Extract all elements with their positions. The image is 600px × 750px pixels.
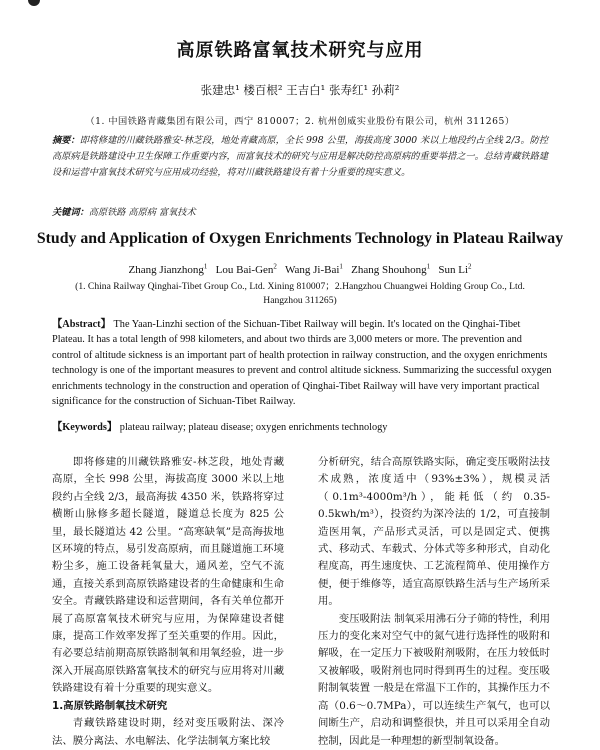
corner-mark <box>28 0 40 6</box>
right-paragraph-1: 分析研究，结合高原铁路实际，确定变压吸附法技术成熟，浓度适中（93%±3%），规模灵活（0.1m³-4000m³/h），能耗低（约 0.35-0.5kwh/m³），投资约为深冷法的 1/2，可直接制造医用氧，产品形式灵活，可以是固定式、便携式、移动式、车载式、分体式等多种形式，自动化程度高，再生速度快、工艺流程简单、使用操作方便，便于维修等，适宜高原铁路生活与生产场所采用。 <box>318 456 550 608</box>
body-right-column <box>318 454 550 750</box>
english-abstract-text: The Yaan-Linzhi section of the Sichuan-Tibet Railway will begin. It's located on the Qinghai-Tibet Plateau. It has a total length of 998 kilometers, and about two thirds are 3,000 meters or more. The prevention and control of altitude sickness is an important part of health protection in railway construction, and the oxygen enrichments technology is one of the important measures to prevent and control altitude sickness. Summarizing the successful oxygen enrichments technology in the construction and operation of Qinghai-Tibet Railway will have very important practical significance for the construction of Sichuan-Tibet Railway. <box>52 319 552 408</box>
chinese-abstract-label: 摘要： <box>52 135 80 146</box>
chinese-keywords-text: 高原铁路 高原病 富氧技术 <box>88 207 196 218</box>
section-1-paragraph: 青藏铁路建设时期，经对变压吸附法、深冷法、膜分离法、水电解法、化学法制氧方案比较 <box>52 717 284 747</box>
english-abstract-label: 【Abstract】 <box>52 319 111 330</box>
english-authors <box>0 262 600 276</box>
chinese-keywords-label: 关键词： <box>52 207 89 218</box>
chinese-abstract-text: 即将修建的川藏铁路雅安-林芝段，地处青藏高原，全长 998 公里，海拔高度 3000 米以上地段约占全线 2/3。防控高原病是铁路建设中卫生保障工作重要内容，而富氧技术的研究与应用是解决防控高原病的重要举措之一。总结青藏铁路建设和运营中富氧技术研究与应用成功经验，将对川藏铁路建设有着十分重要的现实意义。 <box>52 135 549 178</box>
english-affiliation: (1. China Railway Qinghai-Tibet Group Co., Ltd. Xining 810007；2.Hangzhou Chuangwei Holding Group Co., Ltd. Hangzhou 311265) <box>75 281 525 306</box>
english-author: Zhang Jianzhong$^1$ <box>128 262 208 276</box>
english-author: Zhang Shouhong$^1$ <box>351 262 431 276</box>
english-author: Sun Li$^2$ <box>438 262 472 276</box>
english-author: Lou Bai-Gen$^2$ <box>215 262 277 276</box>
english-keywords <box>52 418 552 433</box>
chinese-authors: 张建忠¹ 楼百根² 王吉白¹ 张寿红¹ 孙莉² <box>200 83 400 97</box>
english-author: Wang Ji-Bai$^1$ <box>284 262 343 276</box>
body-left-column <box>52 454 284 750</box>
english-keywords-text: plateau railway; plateau disease; oxygen enrichments technology <box>119 422 388 433</box>
section-1-heading: 1.高原铁路制氧技术研究 <box>52 699 168 712</box>
chinese-title: 高原铁路富氧技术研究与应用 <box>176 40 424 61</box>
chinese-abstract <box>52 133 550 181</box>
english-title: Study and Application of Oxygen Enrichments Technology in Plateau Railway <box>36 230 564 247</box>
right-paragraph-2: 变压吸附法 制氧采用沸石分子筛的特性，利用压力的变化来对空气中的氮气进行选择性的吸附和解吸，在一定压力下被吸附剂吸附，在压力较低时又被解吸，吸附剂也同时得到再生的过程。变压吸附制氧装置 一般是在常温下工作的，其操作压力不高（0.6～0.7MPa），可以连续生产氧气，也可以间断生产，启动和调整很快，并且可以采用全自动控制，因此是一种理想的新型制氧设备。 <box>318 612 550 747</box>
chinese-affiliation: （1. 中国铁路青藏集团有限公司，西宁 810007；2. 杭州创威实业股份有限公司，杭州 311265） <box>85 116 515 127</box>
chinese-keywords <box>52 204 550 218</box>
intro-paragraph: 即将修建的川藏铁路雅安-林芝段，地处青藏高原，全长 998 公里，海拔高度 3000 米以上地段约占全线 2/3，最高海拔 4350 米，铁路将穿过横断山脉修多超长隧道，隧道总长度为 825 公里，最长隧道达 42 公里。“高寒缺氧”是高海拔地区环境的特点，易引发高原病，而且隧道施工环境粉尘多，施工设备耗氧量大，通风差，空气不流通，直接关系到高原铁路建设者的生命健康和生命安全。青藏铁路建设和运营期间，各有关单位都开展了高原富氧技术研究与应用，为保障建设者健康，提高工作效率发挥了至关重要的作用。因此，有必要总结前期高原铁路制氧和用氧经验，进一步深入开展高原铁路富氧技术的研究与应用将对川藏铁路建设有着十分重要的现实意义。 <box>52 456 284 695</box>
english-keywords-label: 【Keywords】 <box>52 422 118 433</box>
english-abstract <box>52 317 552 409</box>
